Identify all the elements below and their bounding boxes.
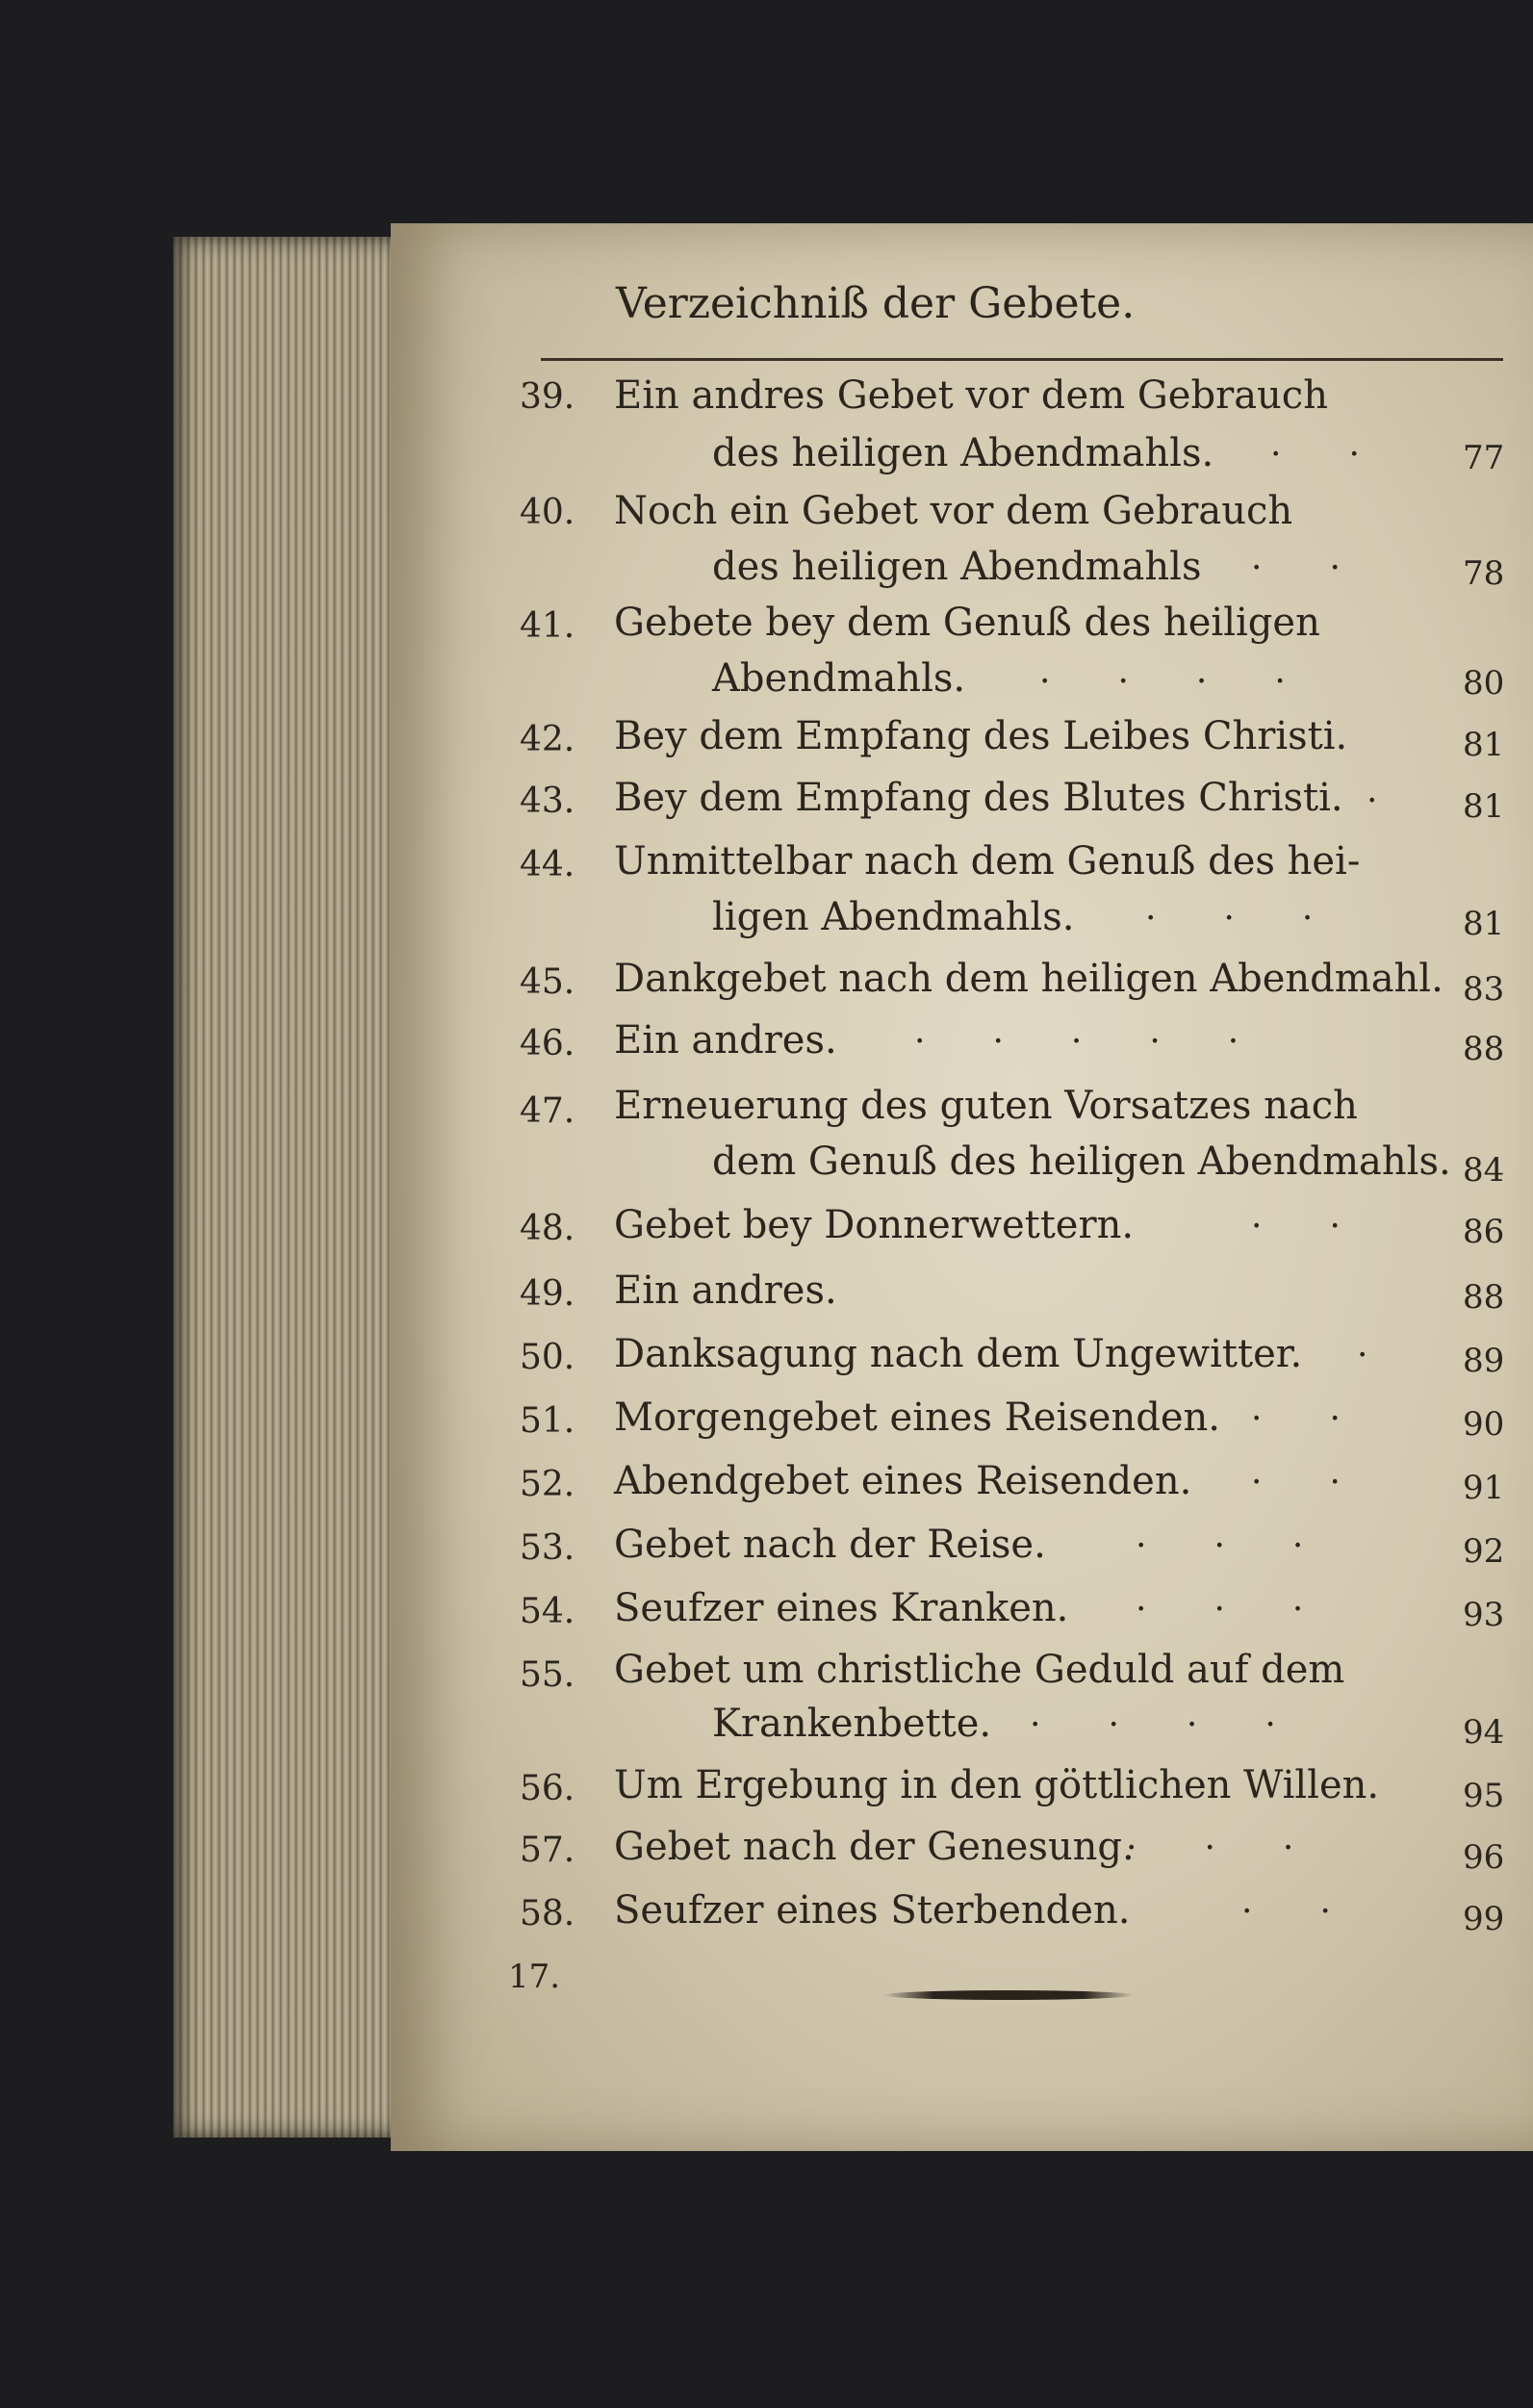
- entry-title: Dankgebet nach dem heiligen Abendmahl.: [614, 957, 1444, 1001]
- page-number: 90: [1463, 1405, 1505, 1444]
- leader-dots: ··: [1251, 549, 1408, 588]
- entry-title: Gebet bey Donnerwettern.: [614, 1203, 1135, 1247]
- entry-title: Bey dem Empfang des Blutes Christi.: [614, 776, 1343, 820]
- page-number: 92: [1463, 1532, 1505, 1571]
- entry-title-continued: des heiligen Abendmahls.: [712, 431, 1214, 475]
- entry-title: Unmittelbar nach dem Genuß des hei-: [614, 839, 1361, 884]
- entry-title: Gebet nach der Genesung.: [614, 1825, 1135, 1869]
- entry-number: 55.: [520, 1655, 575, 1695]
- leader-dots: ··: [1241, 1892, 1398, 1932]
- entry-number: 57.: [520, 1831, 575, 1870]
- page-number: 81: [1463, 905, 1505, 943]
- leader-dots: ·: [1357, 1336, 1436, 1375]
- entry-number: 52.: [520, 1465, 575, 1504]
- entry-number: 43.: [520, 781, 575, 821]
- leader-dots: ···: [1136, 1526, 1371, 1566]
- entry-number: 41.: [520, 606, 575, 646]
- entry-title: Seufzer eines Sterbenden.: [614, 1888, 1131, 1933]
- page-number: 89: [1463, 1342, 1505, 1380]
- entry-number: 40.: [520, 493, 575, 532]
- leader-dots: ··: [1251, 1207, 1408, 1246]
- signature-mark: 17.: [508, 1958, 561, 1996]
- leader-dots: ····: [1039, 662, 1353, 702]
- entry-number: 47.: [520, 1091, 575, 1131]
- page-number: 88: [1463, 1278, 1505, 1317]
- page-number: 84: [1463, 1151, 1505, 1190]
- page-number: 93: [1463, 1596, 1505, 1634]
- entry-title: Um Ergebung in den göttlichen Willen.: [614, 1763, 1380, 1807]
- entry-number: 49.: [520, 1274, 575, 1314]
- entry-title: Ein andres.: [614, 1018, 837, 1063]
- entry-title: Erneuerung des guten Vorsatzes nach: [614, 1084, 1358, 1128]
- entry-title: Morgengebet eines Reisenden.: [614, 1396, 1220, 1440]
- leader-dots: ·: [1367, 781, 1445, 821]
- page-number: 91: [1463, 1469, 1505, 1507]
- entry-title: Noch ein Gebet vor dem Gebrauch: [614, 489, 1293, 533]
- leader-dots: ····: [1030, 1705, 1343, 1745]
- entry-title-continued: dem Genuß des heiligen Abendmahls.: [712, 1140, 1451, 1184]
- entry-title: Danksagung nach dem Ungewitter.: [614, 1332, 1303, 1376]
- page-number: 83: [1463, 970, 1505, 1009]
- entry-title-continued: ligen Abendmahls.: [712, 895, 1075, 939]
- leader-dots: ···: [1136, 1590, 1371, 1629]
- entry-number: 54.: [520, 1592, 575, 1631]
- entry-number: 51.: [520, 1401, 575, 1441]
- entry-title: Gebet um christliche Geduld auf dem: [614, 1648, 1345, 1692]
- page-number: 99: [1463, 1900, 1505, 1938]
- leader-dots: ·····: [914, 1022, 1307, 1062]
- entry-title-continued: Abendmahls.: [712, 656, 966, 701]
- entry-number: 44.: [520, 845, 575, 884]
- page-heading: Verzeichniß der Gebete.: [616, 279, 1136, 328]
- entry-title: Seufzer eines Kranken.: [614, 1586, 1069, 1630]
- page-number: 88: [1463, 1030, 1505, 1068]
- page-number: 94: [1463, 1713, 1505, 1752]
- entry-number: 39.: [520, 377, 575, 417]
- entry-title: Gebet nach der Reise.: [614, 1523, 1046, 1567]
- entry-title: Ein andres Gebet vor dem Gebrauch: [614, 373, 1328, 418]
- entry-number: 56.: [520, 1769, 575, 1808]
- entry-number: 50.: [520, 1338, 575, 1377]
- page-number: 81: [1463, 726, 1505, 764]
- entry-title: Bey dem Empfang des Leibes Christi.: [614, 714, 1348, 758]
- page-number: 80: [1463, 664, 1505, 703]
- page-number: 86: [1463, 1213, 1505, 1251]
- entry-number: 58.: [520, 1894, 575, 1934]
- leader-dots: ···: [1145, 899, 1381, 938]
- page-number: 95: [1463, 1777, 1505, 1815]
- entry-number: 45.: [520, 962, 575, 1002]
- page-number: 81: [1463, 787, 1505, 826]
- page-number: 77: [1463, 439, 1505, 477]
- leader-dots: ···: [1126, 1829, 1362, 1868]
- tailpiece-ornament: [883, 1990, 1134, 2000]
- entry-number: 46.: [520, 1024, 575, 1063]
- entry-number: 48.: [520, 1209, 575, 1248]
- leader-dots: ··: [1251, 1399, 1408, 1439]
- entry-number: 53.: [520, 1528, 575, 1568]
- entry-title: Ein andres.: [614, 1268, 837, 1313]
- entry-title-continued: des heiligen Abendmahls: [712, 545, 1202, 589]
- leader-dots: ··: [1251, 1463, 1408, 1502]
- entry-title: Abendgebet eines Reisenden.: [614, 1459, 1192, 1503]
- entry-title-continued: Krankenbette.: [712, 1702, 992, 1746]
- page-number: 96: [1463, 1838, 1505, 1877]
- page-number: 78: [1463, 554, 1505, 593]
- entry-number: 42.: [520, 720, 575, 759]
- leader-dots: ··: [1270, 435, 1427, 474]
- entry-title: Gebete bey dem Genuß des heiligen: [614, 601, 1320, 645]
